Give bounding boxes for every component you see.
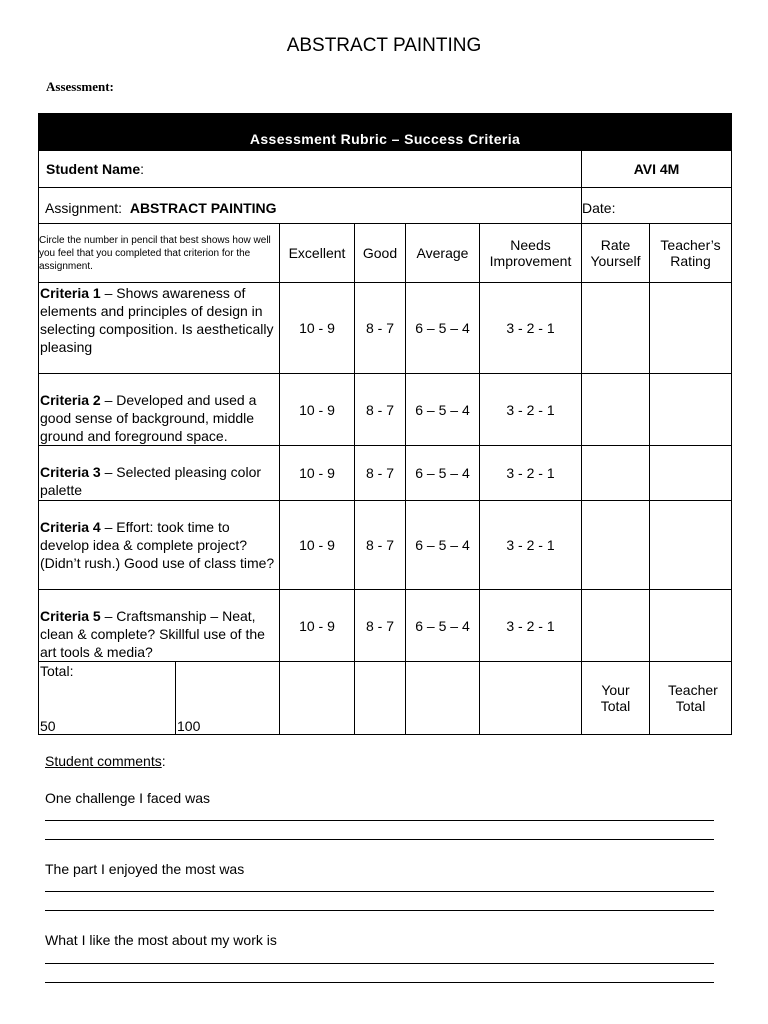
total-needs-cell xyxy=(480,662,582,735)
score-average[interactable]: 6 – 5 – 4 xyxy=(406,374,480,446)
criteria-text: – Selected pleasing color palette xyxy=(40,464,262,498)
score-good[interactable]: 8 - 7 xyxy=(355,590,406,662)
col-teachers-rating: Teacher’s Rating xyxy=(650,224,732,283)
score-excellent[interactable]: 10 - 9 xyxy=(280,446,355,501)
total-cell xyxy=(39,662,176,735)
comment-answer-line[interactable] xyxy=(45,839,714,840)
rubric-table xyxy=(38,113,732,735)
comment-answer-line[interactable] xyxy=(45,820,714,821)
score-average[interactable]: 6 – 5 – 4 xyxy=(406,501,480,590)
course-code: AVI 4M xyxy=(582,151,732,188)
assignment-name: ABSTRACT PAINTING xyxy=(129,199,277,216)
score-average[interactable]: 6 – 5 – 4 xyxy=(406,446,480,501)
student-name-label: Student Name xyxy=(46,161,141,177)
criteria-description xyxy=(39,374,280,446)
score-average[interactable]: 6 – 5 – 4 xyxy=(406,283,480,374)
rate-yourself-cell[interactable] xyxy=(582,283,650,374)
score-good[interactable]: 8 - 7 xyxy=(355,446,406,501)
criteria-row xyxy=(39,590,732,662)
criteria-label: Criteria 1 xyxy=(40,285,101,301)
total-good-cell xyxy=(355,662,406,735)
total-score-50: 50 xyxy=(40,718,56,734)
instruction-text: Circle the number in pencil that best shows how well you feel that you completed that criterion for the assignment. xyxy=(39,224,280,283)
comment-answer-line[interactable] xyxy=(45,963,714,964)
student-comments-label: Student comments xyxy=(45,753,162,769)
score-needs-improvement[interactable]: 3 - 2 - 1 xyxy=(480,590,582,662)
student-name-cell[interactable] xyxy=(39,151,582,188)
teacher-rating-cell[interactable] xyxy=(650,446,732,501)
teacher-rating-cell[interactable] xyxy=(650,283,732,374)
criteria-description xyxy=(39,283,280,374)
criteria-row xyxy=(39,446,732,501)
teacher-rating-cell[interactable] xyxy=(650,590,732,662)
score-excellent[interactable]: 10 - 9 xyxy=(280,374,355,446)
rate-yourself-cell[interactable] xyxy=(582,501,650,590)
score-needs-improvement[interactable]: 3 - 2 - 1 xyxy=(480,446,582,501)
criteria-label: Criteria 4 xyxy=(40,519,101,535)
comment-prompt: The part I enjoyed the most was xyxy=(45,861,245,877)
criteria-label: Criteria 2 xyxy=(40,392,101,408)
rubric-header: Assessment Rubric – Success Criteria xyxy=(39,114,732,151)
your-total[interactable]: Your Total xyxy=(582,662,650,735)
total-excellent-cell xyxy=(280,662,355,735)
criteria-text: – Developed and used a good sense of background, middle ground and foreground space. xyxy=(40,392,257,444)
student-name-colon: : xyxy=(140,161,145,177)
criteria-description xyxy=(39,446,280,501)
assignment-label: Assignment: xyxy=(45,199,123,216)
criteria-row xyxy=(39,283,732,374)
score-needs-improvement[interactable]: 3 - 2 - 1 xyxy=(480,374,582,446)
total-cell-100 xyxy=(176,662,280,735)
score-needs-improvement[interactable]: 3 - 2 - 1 xyxy=(480,283,582,374)
student-comments-heading xyxy=(45,753,166,769)
col-excellent: Excellent xyxy=(280,224,355,283)
total-label: Total: xyxy=(40,663,74,679)
col-rate-yourself: Rate Yourself xyxy=(582,224,650,283)
criteria-text: – Shows awareness of elements and principles of design in selecting composition. Is aesthetically pleasing xyxy=(40,285,274,355)
rate-yourself-cell[interactable] xyxy=(582,374,650,446)
criteria-description xyxy=(39,501,280,590)
score-excellent[interactable]: 10 - 9 xyxy=(280,590,355,662)
date-cell[interactable] xyxy=(582,188,732,224)
comment-answer-line[interactable] xyxy=(45,910,714,911)
comment-prompt: One challenge I faced was xyxy=(45,790,210,806)
criteria-label: Criteria 5 xyxy=(40,608,101,624)
rate-yourself-cell[interactable] xyxy=(582,590,650,662)
student-comments-colon: : xyxy=(161,753,166,769)
page-title: ABSTRACT PAINTING xyxy=(286,35,482,56)
teacher-total[interactable]: Teacher Total xyxy=(650,662,732,735)
total-row xyxy=(39,662,732,735)
criteria-text: – Craftsmanship – Neat, clean & complete? Skillful use of the art tools & media? xyxy=(40,608,265,660)
score-excellent[interactable]: 10 - 9 xyxy=(280,283,355,374)
score-average[interactable]: 6 – 5 – 4 xyxy=(406,590,480,662)
score-good[interactable]: 8 - 7 xyxy=(355,283,406,374)
score-needs-improvement[interactable]: 3 - 2 - 1 xyxy=(480,501,582,590)
teacher-rating-cell[interactable] xyxy=(650,501,732,590)
rate-yourself-cell[interactable] xyxy=(582,446,650,501)
col-good: Good xyxy=(355,224,406,283)
date-label: Date: xyxy=(582,199,616,216)
criteria-row xyxy=(39,501,732,590)
criteria-description xyxy=(39,590,280,662)
comment-prompt: What I like the most about my work is xyxy=(45,932,277,948)
criteria-text: – Effort: took time to develop idea & complete project? (Didn’t rush.) Good use of class time? xyxy=(40,519,275,571)
score-good[interactable]: 8 - 7 xyxy=(355,374,406,446)
teacher-rating-cell[interactable] xyxy=(650,374,732,446)
comment-answer-line[interactable] xyxy=(45,891,714,892)
score-excellent[interactable]: 10 - 9 xyxy=(280,501,355,590)
assignment-cell xyxy=(39,188,582,224)
criteria-label: Criteria 3 xyxy=(40,464,101,480)
total-average-cell xyxy=(406,662,480,735)
col-needs-improvement: Needs Improvement xyxy=(480,224,582,283)
assessment-label: Assessment: xyxy=(46,79,114,94)
criteria-row xyxy=(39,374,732,446)
comment-answer-line[interactable] xyxy=(45,982,714,983)
score-good[interactable]: 8 - 7 xyxy=(355,501,406,590)
total-score-100: 100 xyxy=(177,718,201,734)
col-average: Average xyxy=(406,224,480,283)
